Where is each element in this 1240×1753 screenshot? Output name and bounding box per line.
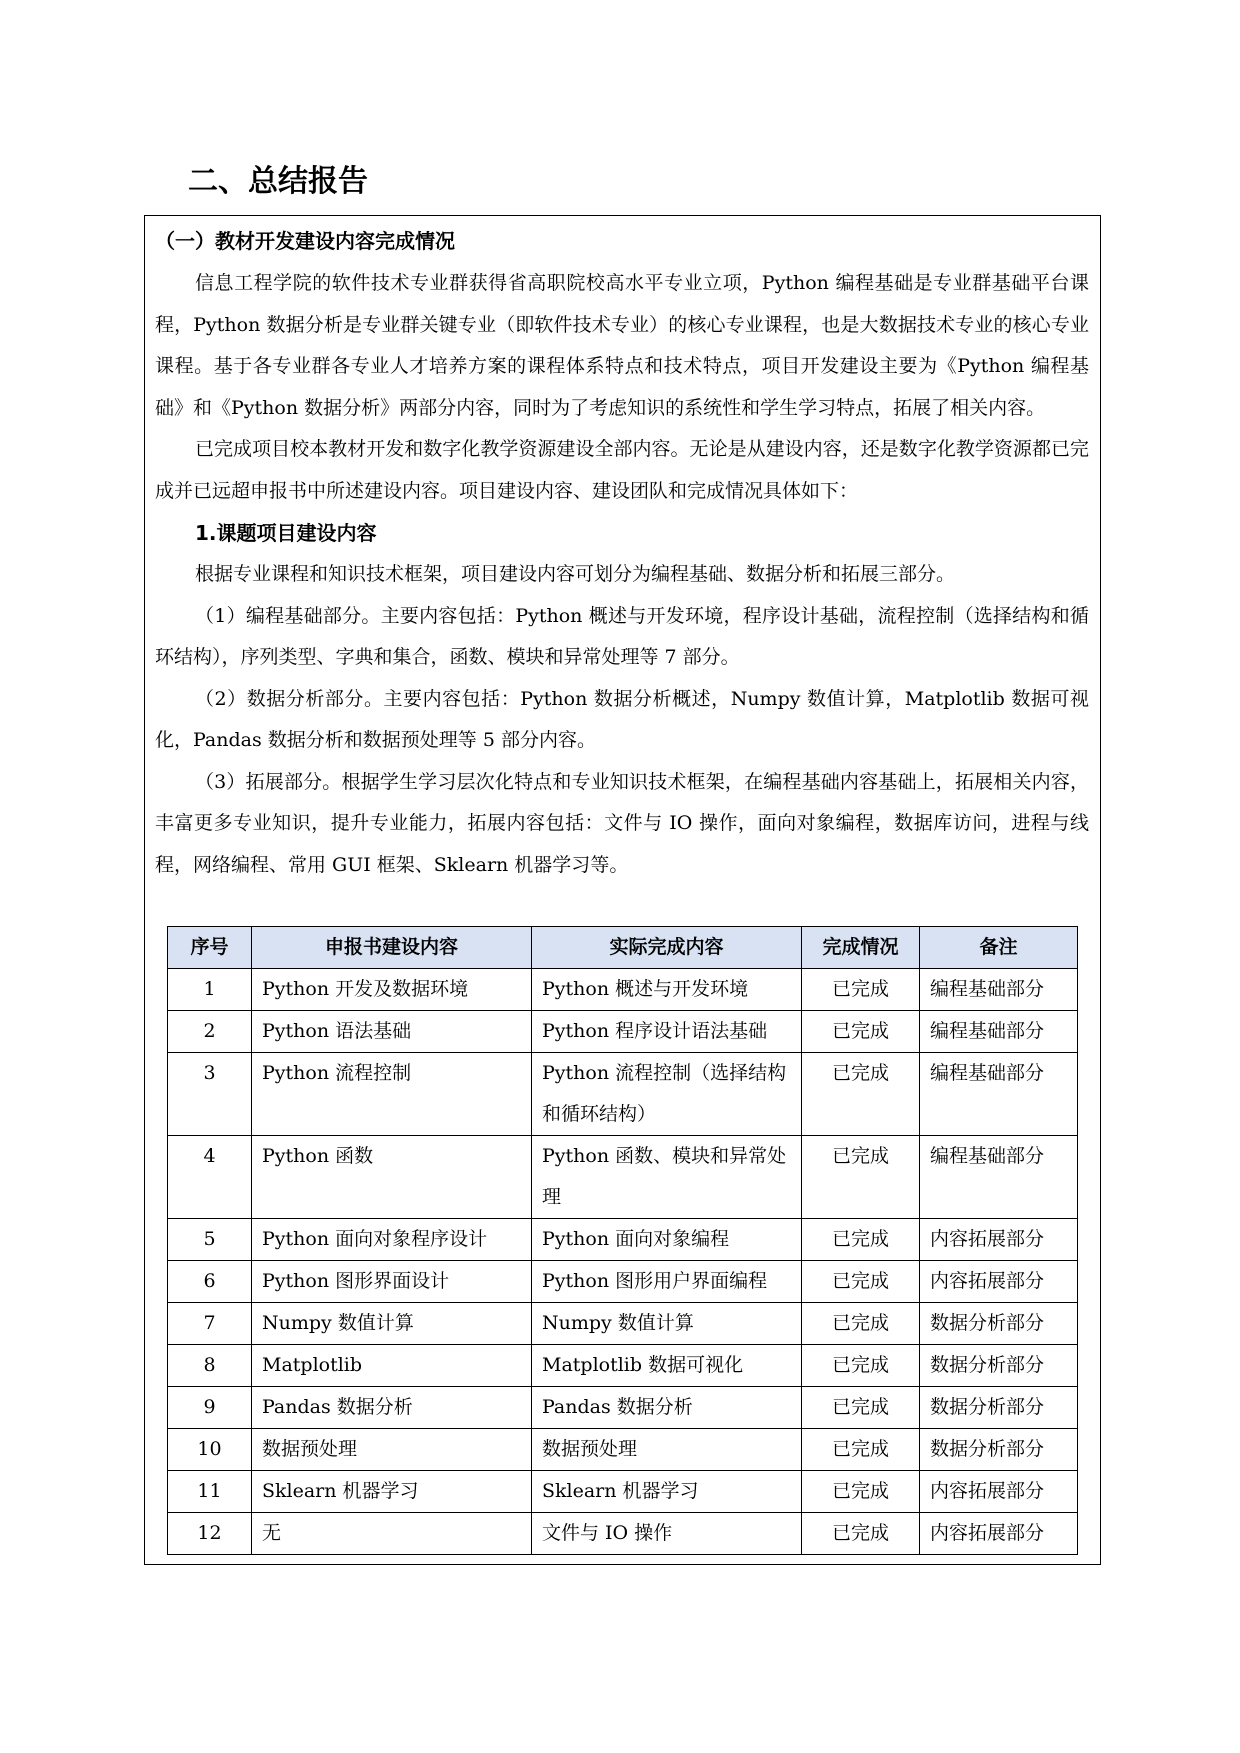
table-row [168,969,1078,1011]
cell-actual-content: Python 流程控制（选择结构和循环结构） [532,1053,802,1136]
intro-paragraph: 已完成项目校本教材开发和数字化教学资源建设全部内容。无论是从建设内容，还是数字化教学资源都已完成并已远超申报书中所述建设内容。项目建设内容、建设团队和完成情况具体如下： [155,438,1089,502]
point-paragraph: （3）拓展部分。根据学生学习层次化特点和专业知识技术框架，在编程基础内容基础上，拓展相关内容，丰富更多专业知识，提升专业能力，拓展内容包括：文件与 IO 操作，面向对象编程，数据库访问，进程与线程，网络编程、常用 GUI 框架、Sklearn 机器学习等。 [155,770,1089,876]
cell-requested-content: Python 面向对象程序设计 [252,1219,532,1261]
table-row [168,1513,1078,1555]
cell-note: 数据分析部分 [920,1387,1078,1429]
cell-index: 5 [168,1219,252,1261]
cell-actual-content: Numpy 数值计算 [532,1303,802,1345]
table-row [168,1429,1078,1471]
content-table [167,926,1078,1555]
cell-note: 编程基础部分 [920,1011,1078,1053]
table-row [168,1261,1078,1303]
cell-requested-content: Pandas 数据分析 [252,1387,532,1429]
intro-paragraph: 信息工程学院的软件技术专业群获得省高职院校高水平专业立项，Python 编程基础是专业群基础平台课程，Python 数据分析是专业群关键专业（即软件技术专业）的核心专业课程，也是大数据技术专业的核心专业课程。基于各专业群各专业人才培养方案的课程体系特点和技术特点，项目开发建设主要为《Python 编程基础》和《Python 数据分析》两部分内容，同时为了考虑知识的系统性和学生学习特点，拓展了相关内容。 [155,272,1089,419]
cell-actual-content: Python 程序设计语法基础 [532,1011,802,1053]
cell-requested-content: Python 开发及数据环境 [252,969,532,1011]
cell-note: 内容拓展部分 [920,1513,1078,1555]
header-status: 完成情况 [802,927,920,969]
cell-actual-content: Python 概述与开发环境 [532,969,802,1011]
table-row [168,1136,1078,1219]
cell-status: 已完成 [802,1471,920,1513]
cell-note: 数据分析部分 [920,1429,1078,1471]
table-header-row [168,927,1078,969]
cell-index: 3 [168,1053,252,1136]
header-note: 备注 [920,927,1078,969]
cell-index: 11 [168,1471,252,1513]
cell-note: 数据分析部分 [920,1303,1078,1345]
cell-note: 内容拓展部分 [920,1471,1078,1513]
section-title: 二、总结报告 [188,164,368,199]
cell-index: 8 [168,1345,252,1387]
table-row [168,1303,1078,1345]
table-row [168,1387,1078,1429]
cell-actual-content: Python 函数、模块和异常处理 [532,1136,802,1219]
table-row [168,1011,1078,1053]
header-actual-content: 实际完成内容 [532,927,802,969]
content-table-wrapper [167,926,1077,1555]
cell-actual-content: Sklearn 机器学习 [532,1471,802,1513]
cell-index: 10 [168,1429,252,1471]
cell-note: 编程基础部分 [920,1053,1078,1136]
cell-actual-content: Pandas 数据分析 [532,1387,802,1429]
cell-requested-content: Python 语法基础 [252,1011,532,1053]
cell-status: 已完成 [802,1303,920,1345]
cell-note: 编程基础部分 [920,969,1078,1011]
cell-status: 已完成 [802,1053,920,1136]
cell-actual-content: Matplotlib 数据可视化 [532,1345,802,1387]
point-paragraph: （2）数据分析部分。主要内容包括：Python 数据分析概述，Numpy 数值计算，Matplotlib 数据可视化，Pandas 数据分析和数据预处理等 5 部分内容。 [155,687,1089,751]
header-requested-content: 申报书建设内容 [252,927,532,969]
cell-requested-content: Matplotlib [252,1345,532,1387]
cell-requested-content: 数据预处理 [252,1429,532,1471]
cell-status: 已完成 [802,1387,920,1429]
cell-note: 内容拓展部分 [920,1261,1078,1303]
cell-actual-content: 数据预处理 [532,1429,802,1471]
cell-actual-content: Python 图形用户界面编程 [532,1261,802,1303]
cell-status: 已完成 [802,1219,920,1261]
header-index: 序号 [168,927,252,969]
cell-index: 12 [168,1513,252,1555]
cell-status: 已完成 [802,1345,920,1387]
report-content [155,225,1089,886]
point-title: 1.课题项目建设内容 [195,521,377,545]
cell-index: 9 [168,1387,252,1429]
cell-requested-content: Python 流程控制 [252,1053,532,1136]
cell-index: 6 [168,1261,252,1303]
point-paragraph: 根据专业课程和知识技术框架，项目建设内容可划分为编程基础、数据分析和拓展三部分。 [195,563,956,585]
point-paragraph: （1）编程基础部分。主要内容包括：Python 概述与开发环境，程序设计基础，流程控制（选择结构和循环结构），序列类型、字典和集合，函数、模块和异常处理等 7 部分。 [155,604,1089,668]
cell-index: 1 [168,969,252,1011]
cell-requested-content: Sklearn 机器学习 [252,1471,532,1513]
cell-actual-content: 文件与 IO 操作 [532,1513,802,1555]
table-row [168,1219,1078,1261]
cell-status: 已完成 [802,1011,920,1053]
cell-note: 数据分析部分 [920,1345,1078,1387]
subsection-title: （一）教材开发建设内容完成情况 [155,229,455,253]
table-row [168,1345,1078,1387]
cell-requested-content: Python 函数 [252,1136,532,1219]
cell-requested-content: 无 [252,1513,532,1555]
cell-status: 已完成 [802,1513,920,1555]
cell-index: 7 [168,1303,252,1345]
table-row [168,1471,1078,1513]
cell-requested-content: Numpy 数值计算 [252,1303,532,1345]
cell-status: 已完成 [802,969,920,1011]
cell-index: 4 [168,1136,252,1219]
cell-status: 已完成 [802,1136,920,1219]
cell-status: 已完成 [802,1429,920,1471]
cell-note: 编程基础部分 [920,1136,1078,1219]
table-row [168,1053,1078,1136]
cell-requested-content: Python 图形界面设计 [252,1261,532,1303]
cell-actual-content: Python 面向对象编程 [532,1219,802,1261]
cell-index: 2 [168,1011,252,1053]
cell-status: 已完成 [802,1261,920,1303]
cell-note: 内容拓展部分 [920,1219,1078,1261]
